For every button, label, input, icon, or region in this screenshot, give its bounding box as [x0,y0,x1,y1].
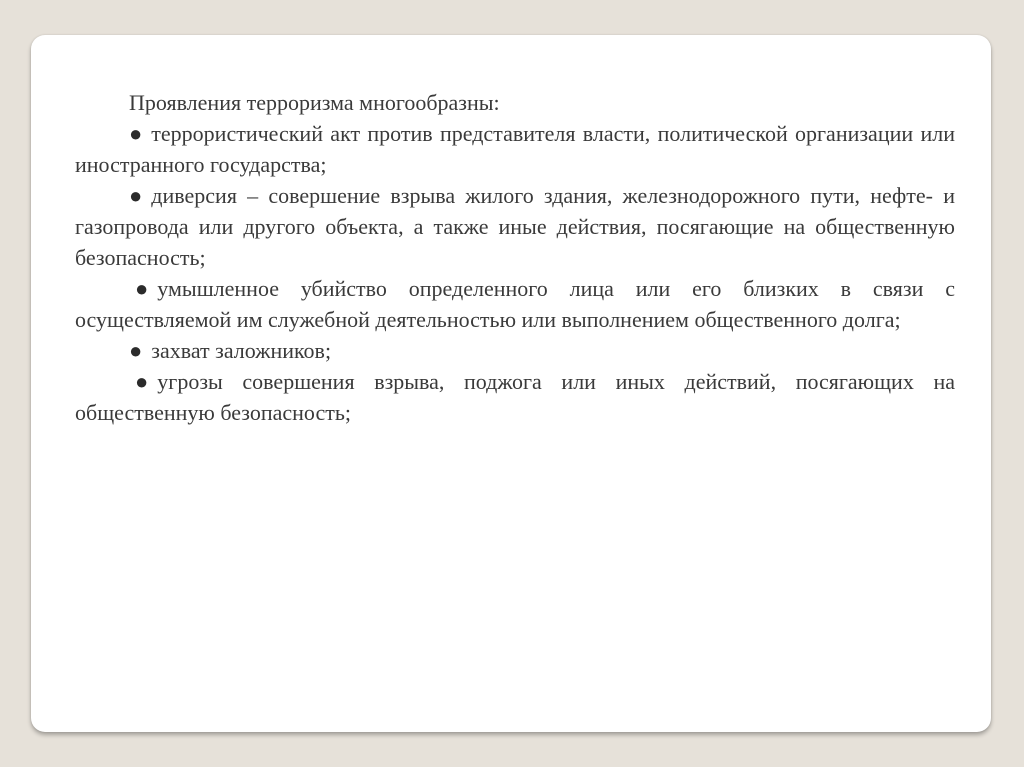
list-item [75,180,955,273]
list-item [75,366,955,428]
list-item [75,335,955,366]
bullet-icon: ● [129,338,143,363]
slide [31,35,991,732]
list-item-text: террористический акт против представителя власти, политической организации или иностранного государства; [75,121,955,177]
list-item-text: умышленное убийство определенного лица или его близких в связи с осуществляемой им служебной деятельностью или выполнением общественного долга; [75,276,955,332]
bullet-icon: ● [129,183,143,208]
list-item-text: захват заложников; [151,338,332,363]
bullet-icon: ● [135,276,149,301]
intro-line: Проявления терроризма многообразны: [129,90,500,115]
bullet-icon: ● [135,369,149,394]
slide-body [75,87,955,428]
list-item-text: диверсия – совершение взрыва жилого здания, железнодорожного пути, нефте- и газопровода или другого объекта, а также иные действия, посягающие на общественную безопасность; [75,183,955,270]
bullet-icon: ● [129,121,143,146]
list-item-text: угрозы совершения взрыва, поджога или иных действий, посягающих на общественную безопасность; [75,369,955,425]
list-item [75,273,955,335]
list-item [75,118,955,180]
